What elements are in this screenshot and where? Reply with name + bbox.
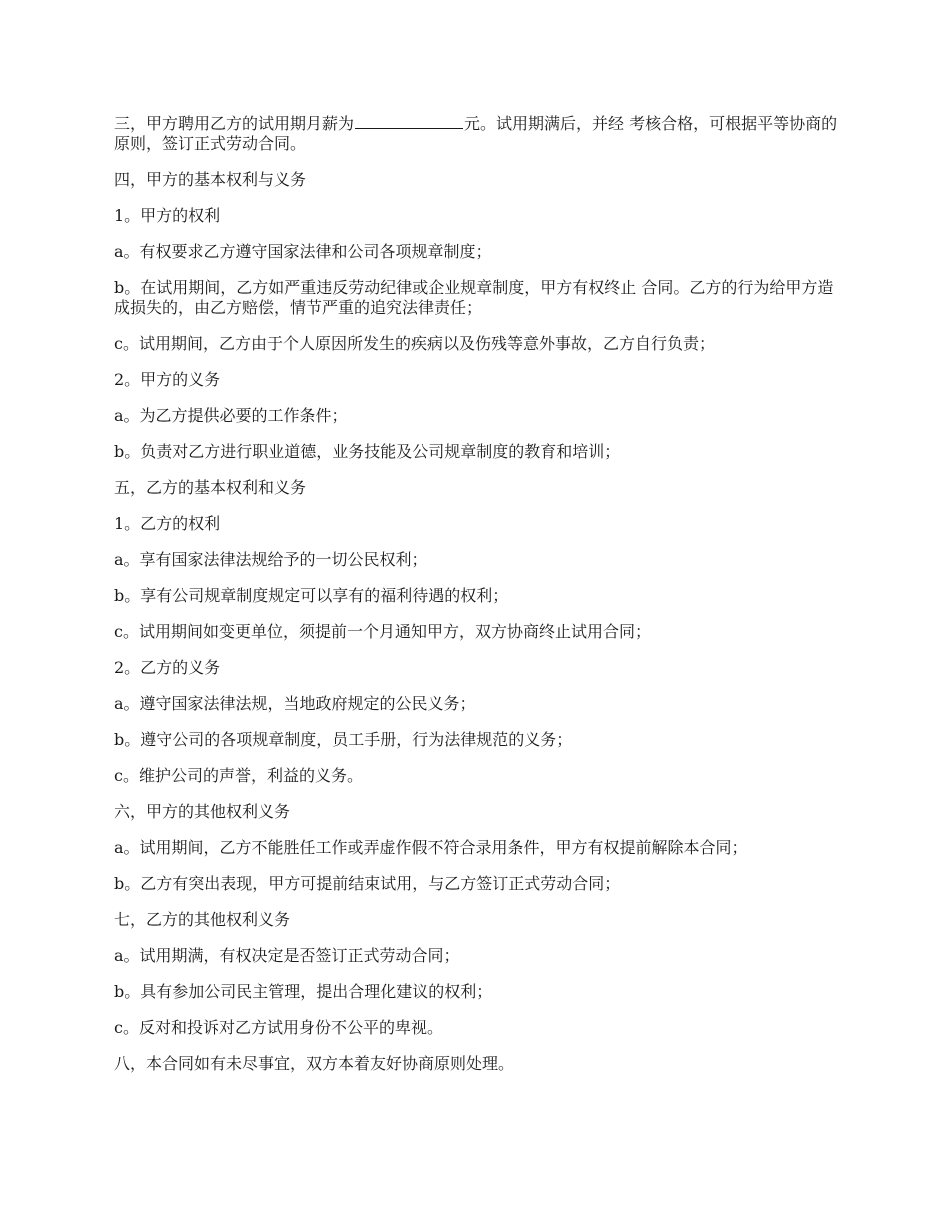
clause-3-text-before: 三，甲方聘用乙方的试用期月薪为 [114,114,355,133]
clause-3-salary [114,112,840,154]
clause-4-heading: 四，甲方的基本权利与义务 [114,170,307,189]
clause-5-2-c: c。维护公司的声誉，利益的义务。 [114,766,363,785]
clause-4-1-b: b。在试用期间，乙方如严重违反劳动纪律或企业规章制度，甲方有权终止 合同。乙方的行为给甲方造成损失的，由乙方赔偿，情节严重的追究法律责任； [114,278,834,317]
clause-5-1-a: a。享有国家法律法规给予的一切公民权利； [114,550,428,569]
clause-5-2-a: a。遵守国家法律法规，当地政府规定的公民义务； [114,694,476,713]
clause-3-text-after: 元。试用期满后，并经 考核合格，可根据平等协商的原则，签订正式劳动合同。 [114,114,838,153]
clause-5-1-c: c。试用期间如变更单位，须提前一个月通知甲方，双方协商终止试用合同； [114,622,651,641]
clause-6-a: a。试用期间，乙方不能胜任工作或弄虚作假不符合录用条件，甲方有权提前解除本合同； [114,838,748,857]
clause-4-2-b: b。负责对乙方进行职业道德，业务技能及公司规章制度的教育和培训； [114,442,621,461]
clause-4-1-heading: 1。甲方的权利 [114,206,221,225]
clause-8: 八，本合同如有未尽事宜，双方本着友好协商原则处理。 [114,1054,515,1073]
clause-4-2-a: a。为乙方提供必要的工作条件； [114,406,348,425]
clause-7-heading: 七，乙方的其他权利义务 [114,910,291,929]
clause-6-heading: 六，甲方的其他权利义务 [114,802,291,821]
document-page [114,112,840,1090]
clause-7-c: c。反对和投诉对乙方试用身份不公平的卑视。 [114,1018,443,1037]
clause-5-2-heading: 2。乙方的义务 [114,658,221,677]
clause-5-1-heading: 1。乙方的权利 [114,514,221,533]
clause-5-heading: 五，乙方的基本权利和义务 [114,478,307,497]
salary-blank-field[interactable] [355,112,463,129]
clause-7-a: a。试用期满，有权决定是否签订正式劳动合同； [114,946,460,965]
clause-4-1-a: a。有权要求乙方遵守国家法律和公司各项规章制度； [114,242,492,261]
clause-5-1-b: b。享有公司规章制度规定可以享有的福利待遇的权利； [114,586,509,605]
clause-7-b: b。具有参加公司民主管理，提出合理化建议的权利； [114,982,493,1001]
clause-4-1-c: c。试用期间，乙方由于个人原因所发生的疾病以及伤残等意外事故，乙方自行负责； [114,334,715,353]
clause-6-b: b。乙方有突出表现，甲方可提前结束试用，与乙方签订正式劳动合同； [114,874,621,893]
clause-5-2-b: b。遵守公司的各项规章制度，员工手册，行为法律规范的义务； [114,730,573,749]
clause-4-2-heading: 2。甲方的义务 [114,370,221,389]
